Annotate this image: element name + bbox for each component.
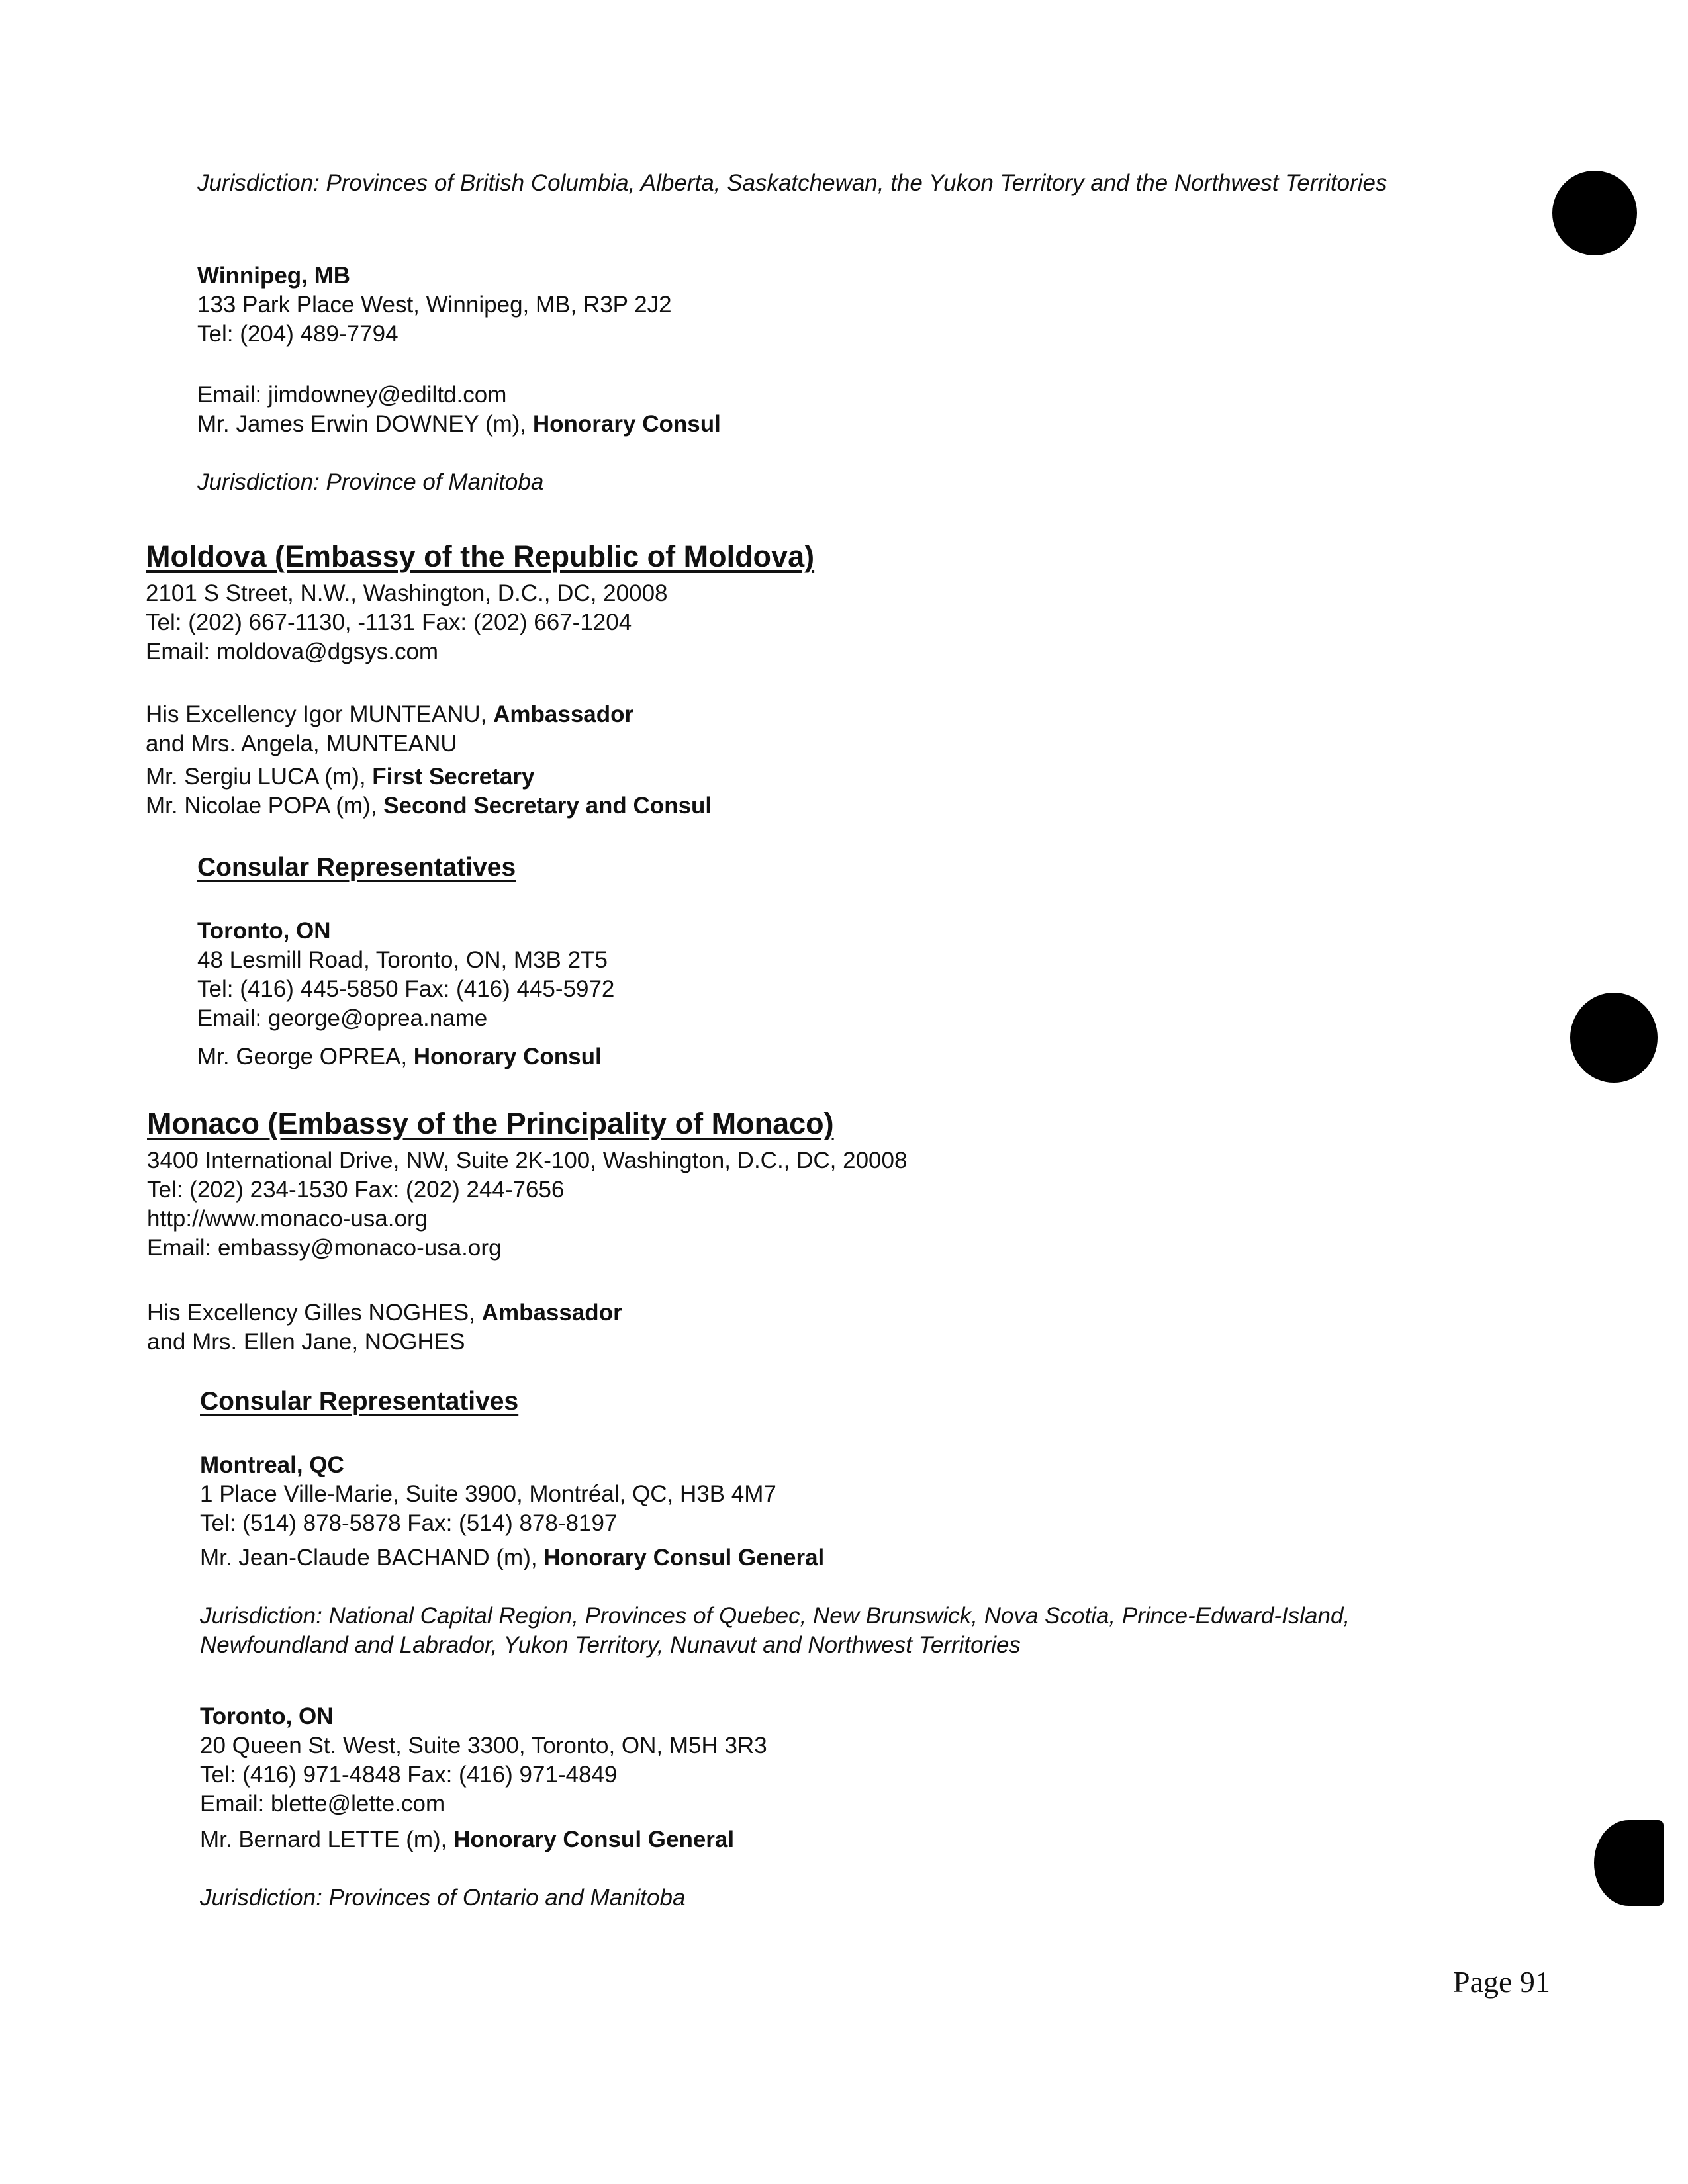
staff-entry: [147, 1328, 622, 1357]
jurisdiction-text: Province of Manitoba: [319, 469, 544, 495]
address: 2101 S Street, N.W., Washington, D.C., DC, 20008: [146, 580, 668, 606]
telephone: Tel: (514) 878-5878 Fax: (514) 878-8197: [200, 1510, 618, 1536]
consular-representatives-heading: Consular Representatives: [200, 1387, 519, 1416]
punch-hole-bottom: [1594, 1820, 1664, 1906]
staff-entry: [146, 792, 712, 821]
email: Email: george@oprea.name: [197, 1005, 488, 1031]
country-heading-monaco: Monaco (Embassy of the Principality of Monaco): [147, 1107, 834, 1140]
person-title: Honorary Consul: [532, 411, 721, 437]
telephone: Tel: (202) 234-1530 Fax: (202) 244-7656: [147, 1177, 565, 1203]
person-title: Second Secretary and Consul: [383, 793, 712, 819]
address: 3400 International Drive, NW, Suite 2K-100, Washington, D.C., DC, 20008: [147, 1148, 908, 1173]
jurisdiction-quebec-continued: Newfoundland and Labrador, Yukon Territory, Nunavut and Northwest Territories: [200, 1632, 1021, 1658]
person-name: Mr. George OPREA,: [197, 1044, 414, 1069]
country-heading-moldova: Moldova (Embassy of the Republic of Moldova): [146, 539, 815, 573]
address: 133 Park Place West, Winnipeg, MB, R3P 2J2: [197, 292, 672, 318]
address: 20 Queen St. West, Suite 3300, Toronto, ON, M5H 3R3: [200, 1733, 767, 1758]
jurisdiction-text: Provinces of Ontario and Manitoba: [322, 1885, 686, 1911]
email: Email: moldova@dgsys.com: [146, 639, 439, 664]
city-heading: Winnipeg, MB: [197, 263, 351, 289]
page-number: Page 91: [1453, 1965, 1550, 1999]
jurisdiction-manitoba: [197, 468, 721, 497]
jurisdiction-ontario: [200, 1884, 767, 1913]
monaco-staff: [147, 1298, 622, 1357]
consular-representatives-heading: Consular Representatives: [197, 853, 516, 882]
jurisdiction-label: Jurisdiction:: [200, 1603, 322, 1629]
website-link[interactable]: http://www.monaco-usa.org: [147, 1206, 428, 1232]
city-heading: Toronto, ON: [197, 918, 331, 944]
jurisdiction-text: Provinces of British Columbia, Alberta, Saskatchewan, the Yukon Territory and the Northwest Territories: [319, 170, 1387, 196]
telephone: Tel: (416) 971-4848 Fax: (416) 971-4849: [200, 1762, 618, 1788]
jurisdiction-label: Jurisdiction:: [197, 469, 320, 495]
consul-entry: [200, 1543, 1350, 1572]
staff-entry: [146, 700, 712, 729]
staff-entry: [146, 729, 712, 758]
monaco-montreal-consulate: [200, 1451, 1350, 1660]
person-name: Mr. James Erwin DOWNEY (m),: [197, 411, 533, 437]
jurisdiction-quebec: [200, 1602, 1350, 1631]
consul-entry: [197, 410, 721, 439]
telephone: Tel: (204) 489-7794: [197, 321, 399, 347]
jurisdiction-text: National Capital Region, Provinces of Quebec, New Brunswick, Nova Scotia, Prince-Edward-Island,: [322, 1603, 1350, 1629]
city-heading: Montreal, QC: [200, 1452, 344, 1478]
person-title: Ambassador: [481, 1300, 622, 1326]
staff-entry: [146, 762, 712, 792]
person-name: and Mrs. Angela, MUNTEANU: [146, 731, 457, 756]
telephone: Tel: (202) 667-1130, -1131 Fax: (202) 667-1204: [146, 610, 632, 635]
moldova-toronto-consulate: [197, 917, 614, 1071]
monaco-contact: [147, 1146, 907, 1263]
moldova-staff: [146, 700, 712, 821]
person-name: Mr. Sergiu LUCA (m),: [146, 764, 373, 790]
person-name: His Excellency Igor MUNTEANU,: [146, 702, 494, 727]
punch-hole-top: [1552, 171, 1637, 255]
moldova-contact: [146, 579, 668, 666]
staff-entry: [147, 1298, 622, 1328]
person-name: Mr. Nicolae POPA (m),: [146, 793, 384, 819]
person-name: Mr. Jean-Claude BACHAND (m),: [200, 1545, 544, 1570]
person-name: His Excellency Gilles NOGHES,: [147, 1300, 482, 1326]
person-name: and Mrs. Ellen Jane, NOGHES: [147, 1329, 465, 1355]
email: Email: embassy@monaco-usa.org: [147, 1235, 502, 1261]
monaco-toronto-consulate: [200, 1702, 767, 1913]
telephone: Tel: (416) 445-5850 Fax: (416) 445-5972: [197, 976, 615, 1002]
consul-entry: [200, 1825, 767, 1854]
person-title: Honorary Consul: [413, 1044, 602, 1069]
address: 1 Place Ville-Marie, Suite 3900, Montréal, QC, H3B 4M7: [200, 1481, 776, 1507]
city-heading: Toronto, ON: [200, 1704, 334, 1729]
person-name: Mr. Bernard LETTE (m),: [200, 1827, 454, 1852]
email: Email: jimdowney@ediltd.com: [197, 382, 507, 408]
winnipeg-consulate: [197, 261, 721, 497]
jurisdiction-label: Jurisdiction:: [197, 170, 320, 196]
jurisdiction-label: Jurisdiction:: [200, 1885, 322, 1911]
consul-entry: [197, 1042, 614, 1071]
jurisdiction-bc: [197, 169, 1387, 198]
address: 48 Lesmill Road, Toronto, ON, M3B 2T5: [197, 947, 608, 973]
person-title: Ambassador: [493, 702, 634, 727]
person-title: Honorary Consul General: [453, 1827, 735, 1852]
email: Email: blette@lette.com: [200, 1791, 445, 1817]
person-title: First Secretary: [372, 764, 535, 790]
punch-hole-middle: [1570, 993, 1658, 1083]
person-title: Honorary Consul General: [543, 1545, 825, 1570]
